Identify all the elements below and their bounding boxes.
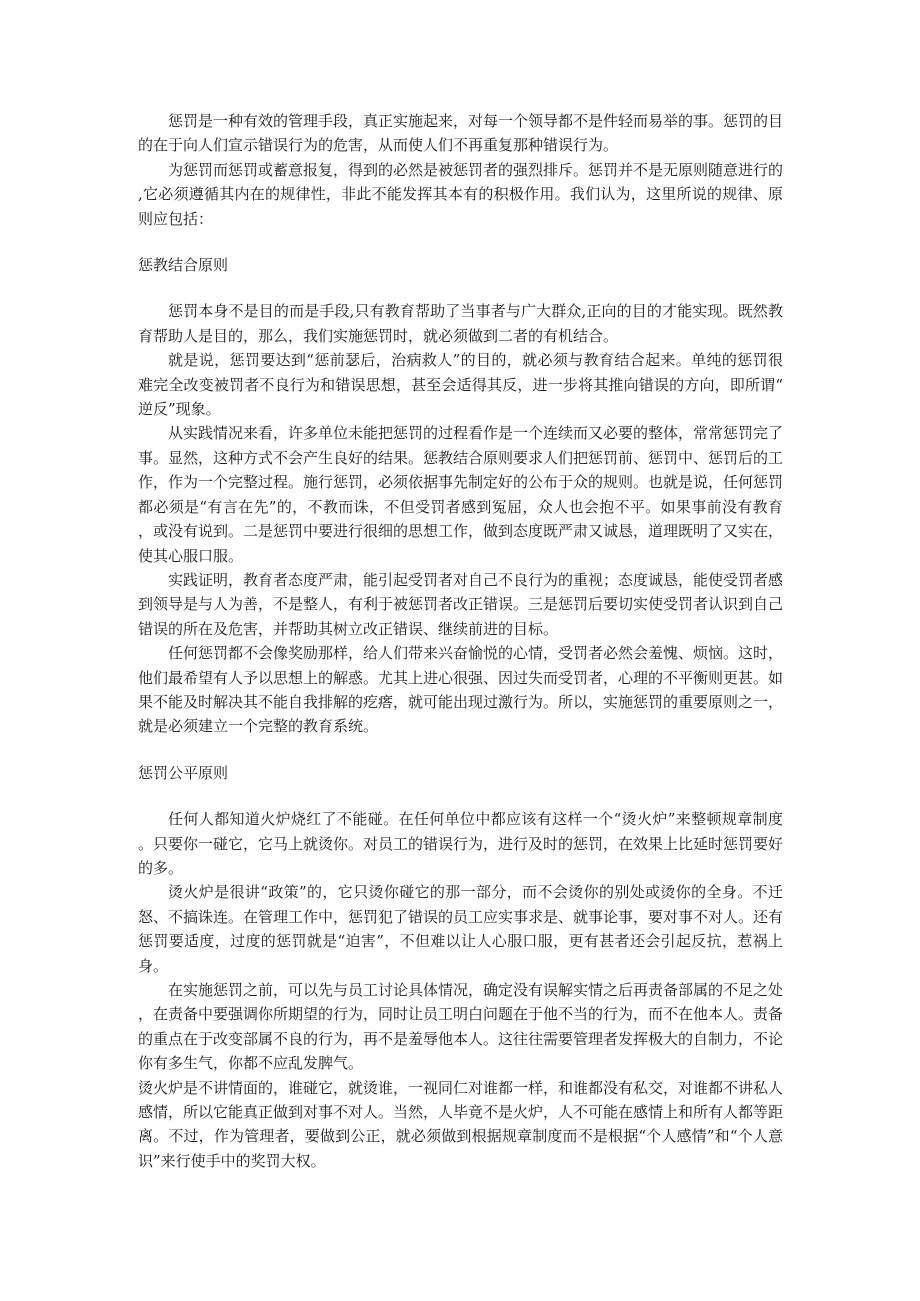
- paragraph: 烫火炉是不讲情面的，谁碰它，就烫谁，一视同仁对谁都一样，和谁都没有私交，对谁都不讲私人感情，所以它能真正做到对事不对人。当然，人毕竟不是火炉，人不可能在感情上和所有人都等距离。不过，作为管理者，要做到公正，就必须做到根据规章制度而不是根据“个人感情”和“个人意识”来行使手中的奖罚大权。: [138, 1078, 784, 1170]
- intro-paragraph-2: 为惩罚而惩罚或蓄意报复，得到的必然是被惩罚者的强烈排斥。惩罚并不是无原则随意进行的,它必须遵循其内在的规律性，非此不能发挥其本有的积极作用。我们认为，这里所说的规律、原则应包括：: [138, 160, 784, 228]
- paragraph: 实践证明，教育者态度严肃，能引起受罚者对自己不良行为的重视；态度诚恳，能使受罚者感到领导是与人为善，不是整人，有利于被惩罚者改正错误。三是惩罚后要切实使受罚者认识到自己错误的所在及危害，并帮助其树立改正错误、继续前进的目标。: [138, 570, 784, 638]
- intro-section: [138, 109, 783, 231]
- paragraph: 烫火炉是很讲“政策”的，它只烫你碰它的那一部分，而不会烫你的别处或烫你的全身。不迁怒、不搞诛连。在管理工作中，惩罚犯了错误的员工应实事求是、就事论事，要对事不对人。还有惩罚要适度，过度的惩罚就是“迫害”，不但难以让人心服口服，更有甚者还会引起反抗，惹祸上身。: [138, 883, 784, 975]
- paragraph: 任何惩罚都不会像奖励那样，给人们带来兴奋愉悦的心情，受罚者必然会羞愧、烦恼。这时，他们最希望有人予以思想上的解惑。尤其上进心很强、因过失而受罚者，心理的不平衡则更甚。如果不能及时解决其不能自我排解的疙瘩，就可能出现过激行为。所以，实施惩罚的重要原则之一，就是必须建立一个完整的教育系统。: [138, 644, 784, 736]
- section-heading: 惩罚公平原则: [138, 763, 229, 782]
- paragraph: 任何人都知道火炉烧红了不能碰。在任何单位中都应该有这样一个“烫火炉”来整顿规章制度。只要你一碰它，它马上就烫你。对员工的错误行为，进行及时的惩罚，在效果上比延时惩罚要好的多。: [138, 810, 784, 877]
- paragraph: 在实施惩罚之前，可以先与员工讨论具体情况，确定没有误解实情之后再责备部属的不足之处，在责备中要强调你所期望的行为，同时让员工明白问题在于他不当的行为，而不在他本人。责备的重点在于改变部属不良的行为，再不是羞辱他本人。这往往需要管理者发挥极大的自制力，不论你有多生气，你都不应乱发脾气。: [138, 981, 784, 1073]
- document-page: [138, 109, 783, 1173]
- intro-paragraph-1: 惩罚是一种有效的管理手段，真正实施起来，对每一个领导都不是件轻而易举的事。惩罚的目的在于向人们宣示错误行为的危害，从而使人们不再重复那种错误行为。: [138, 112, 784, 155]
- paragraph: 惩罚本身不是目的而是手段,只有教育帮助了当事者与广大群众,正向的目的才能实现。既然教育帮助人是目的，那么，我们实施惩罚时，就必须做到二者的有机结合。: [138, 302, 783, 345]
- section-punishment-education: [138, 253, 783, 739]
- paragraph: 就是说，惩罚要达到“惩前瑟后，治病救人”的目的，就必须与教育结合起来。单纯的惩罚很难完全改变被罚者不良行为和错误思想，甚至会适得其反，进一步将其推向错误的方向，即所谓“逆反”现象。: [138, 351, 783, 419]
- paragraph: 从实践情况来看，许多单位未能把惩罚的过程看作是一个连续而又必要的整体，常常惩罚完了事。显然，这种方式不会产生良好的结果。惩教结合原则要求人们把惩罚前、惩罚中、惩罚后的工作，作为一个完整过程。施行惩罚，必须依据事先制定好的公布于众的规则。也就是说，任何惩罚都必须是“有言在先”的，不教而诛，不但受罚者感到冤屈，众人也会抱不平。如果事前没有教育，或没有说到。二是惩罚中要进行很细的思想工作，做到态度既严肃又诚恳，道理既明了又实在，使其心服口服。: [138, 424, 784, 565]
- section-punishment-fairness: [138, 761, 783, 1174]
- section-heading: 惩教结合原则: [138, 256, 229, 275]
